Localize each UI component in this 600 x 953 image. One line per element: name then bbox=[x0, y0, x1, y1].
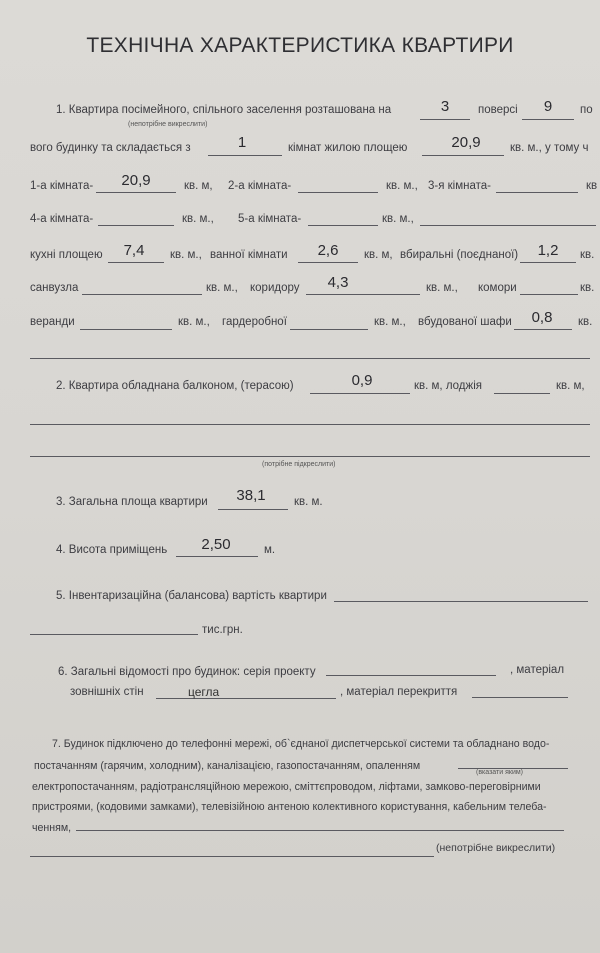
bath-label: ванної кімнати bbox=[210, 249, 288, 261]
item7-line5: ченням, bbox=[32, 822, 72, 834]
wardrobe-unit: кв. м., bbox=[374, 316, 406, 328]
item7-line1: 7. Будинок підключено до телефонні мережі, об`єднаної диспетчерської системи та обладнано водо- bbox=[52, 738, 550, 750]
value-line2 bbox=[30, 634, 198, 635]
total-area-line bbox=[218, 509, 288, 510]
wc-line bbox=[520, 262, 576, 263]
kitchen-label: кухні площею bbox=[30, 249, 103, 261]
corridor-label: коридору bbox=[250, 282, 300, 294]
wc-value: 1,2 bbox=[537, 242, 559, 259]
room4-line bbox=[98, 225, 174, 226]
document-title: ТЕХНІЧНА ХАРАКТЕРИСТИКА КВАРТИРИ bbox=[86, 34, 514, 57]
item7-line4: пристроями, (кодовими замками), телевізійною антеною колективного користування, кабельним телеба- bbox=[32, 801, 547, 813]
rooms-value: 1 bbox=[237, 134, 247, 151]
room3-line bbox=[496, 192, 578, 193]
loggia-line bbox=[494, 393, 550, 394]
room3-unit: кв bbox=[586, 180, 598, 192]
room4-label: 4-а кімната- bbox=[30, 213, 94, 225]
room5-unit: кв. м., bbox=[382, 213, 414, 225]
corridor-line bbox=[306, 294, 420, 295]
room1-line bbox=[96, 192, 176, 193]
item1-line2c: кв. м., у тому ч bbox=[510, 142, 589, 154]
room4-unit: кв. м., bbox=[182, 213, 214, 225]
corridor-value: 4,3 bbox=[327, 274, 349, 291]
ceiling-label: , матеріал перекриття bbox=[340, 686, 458, 698]
bath-line bbox=[298, 262, 358, 263]
builtin-value: 0,8 bbox=[531, 309, 553, 326]
item7-end-line bbox=[30, 856, 434, 857]
wc-unit: кв. bbox=[580, 249, 595, 261]
kitchen-value: 7,4 bbox=[123, 242, 145, 259]
veranda-label: веранди bbox=[30, 316, 75, 328]
sanuzel-label: санвузла bbox=[30, 282, 79, 294]
room1-value: 20,9 bbox=[121, 172, 151, 189]
veranda-line bbox=[80, 329, 172, 330]
balcony-value: 0,9 bbox=[351, 372, 373, 389]
veranda-unit: кв. м., bbox=[178, 316, 210, 328]
floor-label: поверсі bbox=[478, 104, 518, 116]
floors-total-value: 9 bbox=[543, 98, 553, 115]
series-line bbox=[326, 675, 496, 676]
walls-line bbox=[156, 698, 336, 699]
item1-hint: (непотрібне викреслити) bbox=[128, 121, 208, 128]
wardrobe-line bbox=[290, 329, 368, 330]
bath-value: 2,6 bbox=[317, 242, 339, 259]
walls-label: зовнішніх стін bbox=[70, 686, 144, 698]
item2-hint: (потрібне підкреслити) bbox=[262, 461, 336, 468]
value-line bbox=[334, 601, 588, 602]
height-value: 2,50 bbox=[201, 536, 231, 553]
wardrobe-label: гардеробної bbox=[222, 316, 287, 328]
balcony-line bbox=[310, 393, 410, 394]
item4-unit: м. bbox=[264, 544, 276, 556]
rooms-line bbox=[208, 155, 282, 156]
walls-value: цегла bbox=[188, 685, 220, 699]
item5-label: 5. Інвентаризаційна (балансова) вартість квартири bbox=[56, 590, 327, 602]
builtin-line bbox=[514, 329, 572, 330]
room-extra-line bbox=[420, 225, 596, 226]
room2-line bbox=[298, 192, 378, 193]
living-area-value: 20,9 bbox=[451, 134, 481, 151]
sanuzel-unit: кв. м., bbox=[206, 282, 238, 294]
item1-line1: 1. Квартира посімейного, спільного заселення розташована на bbox=[56, 104, 392, 116]
pantry-unit: кв. bbox=[580, 282, 595, 294]
total-area-value: 38,1 bbox=[236, 487, 266, 504]
item1-end-line bbox=[30, 358, 590, 359]
room2-unit: кв. м., bbox=[386, 180, 418, 192]
item6-label: 6. Загальні відомості про будинок: серія проекту bbox=[58, 666, 316, 678]
item6-material: , матеріал bbox=[510, 664, 565, 676]
sanuzel-line bbox=[82, 294, 202, 295]
living-area-line bbox=[422, 155, 504, 156]
item3-label: 3. Загальна площа квартири bbox=[56, 496, 208, 508]
room5-label: 5-а кімната- bbox=[238, 213, 302, 225]
po-text: по bbox=[580, 104, 593, 116]
item3-unit: кв. м. bbox=[294, 496, 323, 508]
floors-total-line bbox=[522, 119, 574, 120]
item5-unit: тис.грн. bbox=[202, 624, 243, 636]
height-line bbox=[176, 556, 258, 557]
room5-line bbox=[308, 225, 378, 226]
item2-unit-b: кв. м, bbox=[556, 380, 585, 392]
ceiling-line bbox=[472, 697, 568, 698]
room1-unit: кв. м, bbox=[184, 180, 213, 192]
item2-line3 bbox=[30, 456, 590, 457]
builtin-label: вбудованої шафи bbox=[418, 316, 512, 328]
room3-label: 3-я кімната- bbox=[428, 180, 491, 192]
corridor-unit: кв. м., bbox=[426, 282, 458, 294]
item4-label: 4. Висота приміщень bbox=[56, 544, 168, 556]
item1-line2b: кімнат жилою площею bbox=[288, 142, 408, 154]
item1-line2a: вого будинку та складається з bbox=[30, 142, 191, 154]
item7-line5-fill bbox=[76, 830, 564, 831]
item2-text: 2. Квартира обладнана балконом, (терасою) bbox=[56, 380, 294, 392]
bath-unit: кв. м, bbox=[364, 249, 393, 261]
item2-line2 bbox=[30, 424, 590, 425]
kitchen-line bbox=[108, 262, 164, 263]
wc-label: вбиральні (поєднаної) bbox=[400, 249, 519, 261]
pantry-line bbox=[520, 294, 578, 295]
kitchen-unit: кв. м., bbox=[170, 249, 202, 261]
item7-line2: постачанням (гарячим, холодним), каналізацією, газопостачанням, опаленням bbox=[34, 760, 421, 772]
item2-unit-a: кв. м, лоджія bbox=[414, 380, 482, 392]
pantry-label: комори bbox=[478, 282, 517, 294]
floor-value: 3 bbox=[440, 98, 450, 115]
room2-label: 2-а кімната- bbox=[228, 180, 292, 192]
room1-label: 1-а кімната- bbox=[30, 180, 94, 192]
item7-hint-small: (вказати яким) bbox=[476, 769, 523, 776]
item7-hint: (непотрібне викреслити) bbox=[436, 842, 556, 854]
item7-line3: електропостачанням, радіотрансляційною мережою, сміттєпроводом, ліфтами, замково-переговірними bbox=[32, 781, 541, 793]
floor-line bbox=[420, 119, 470, 120]
builtin-unit: кв. bbox=[578, 316, 593, 328]
